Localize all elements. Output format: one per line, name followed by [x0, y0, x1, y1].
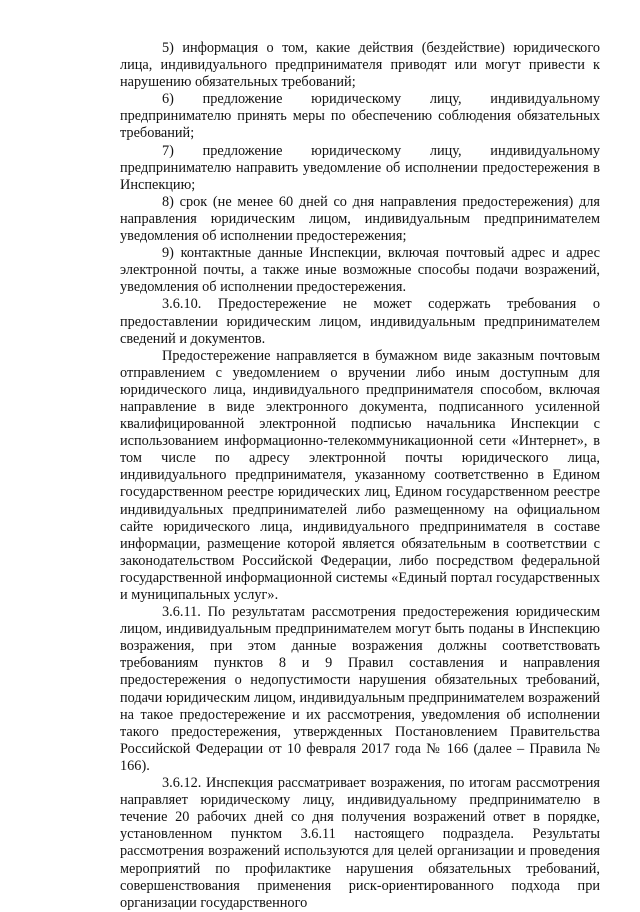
paragraph-item-6: 6) предложение юридическому лицу, индивидуальному предпринимателю принять меры по обеспечению соблюдения обязательных требований; — [120, 91, 600, 142]
paragraph-item-5: 5) информация о том, какие действия (бездействие) юридического лица, индивидуального предпринимателя приводят или могут привести к нарушению обязательных требований; — [120, 40, 600, 91]
paragraph-item-8: 8) срок (не менее 60 дней со дня направления предостережения) для направления юридическим лицом, индивидуальным предпринимателем уведомления об исполнении предостережения; — [120, 193, 600, 245]
document-body — [120, 40, 600, 912]
paragraph-3-6-10: 3.6.10. Предостережение не может содержать требования о предоставлении юридическим лицом, индивидуальным предпринимателем сведений и документов. — [120, 296, 600, 347]
paragraph-3-6-11: 3.6.11. По результатам рассмотрения предостережения юридическим лицом, индивидуальным предпринимателем могут быть поданы в Инспекцию возражения, при этом данные возражения должны соответствовать требованиям пунктов 8 и 9 Правил составления и направления предостережения о недопустимости нарушения обязательных требований, подачи юридическим лицом, индивидуальным предпринимателем возражений на такое предостережение и их рассмотрения, уведомления об исполнении такого предостережения, утвержденных Постановлением Правительства Российской Федерации от 10 февраля 2017 года № 166 (далее – Правила № 166). — [120, 604, 600, 774]
paragraph-3-6-12: 3.6.12. Инспекция рассматривает возражения, по итогам рассмотрения направляет юридическому лицу, индивидуальному предпринимателю в течение 20 рабочих дней со дня получения возражений ответ в порядке, установленном пунктом 3.6.11 настоящего подраздела. Результаты рассмотрения возражений используются для целей организации и проведения мероприятий по профилактике нарушения обязательных требований, совершенствования применения риск-ориентированного подхода при организации государственного — [120, 775, 600, 911]
paragraph-sending-warning: Предостережение направляется в бумажном виде заказным почтовым отправлением с уведомлением о вручении либо иным доступным для юридического лица, индивидуального предпринимателя способом, включая направление в виде электронного документа, подписанного усиленной квалифицированной электронной подписью начальника Инспекции с использованием информационно-телекоммуникационной сети «Интернет», в том числе по адресу электронной почты юридического лица, индивидуального предпринимателя, указанному соответственно в Едином государственном реестре юридических лиц, Едином государственном реестре индивидуальных предпринимателей либо размещенному на официальном сайте юридического лица, индивидуального предпринимателя в составе информации, размещение которой является обязательным в соответствии с законодательством Российской Федерации, либо посредством федеральной государственной информационной системы «Единый портал государственных и муниципальных услуг». — [120, 347, 600, 603]
paragraph-item-7: 7) предложение юридическому лицу, индивидуальному предпринимателю направить уведомление об исполнении предостережения в Инспекцию; — [120, 142, 600, 193]
paragraph-item-9: 9) контактные данные Инспекции, включая почтовый адрес и адрес электронной почты, а также иные возможные способы подачи возражений, уведомления об исполнении предостережения. — [120, 245, 600, 296]
